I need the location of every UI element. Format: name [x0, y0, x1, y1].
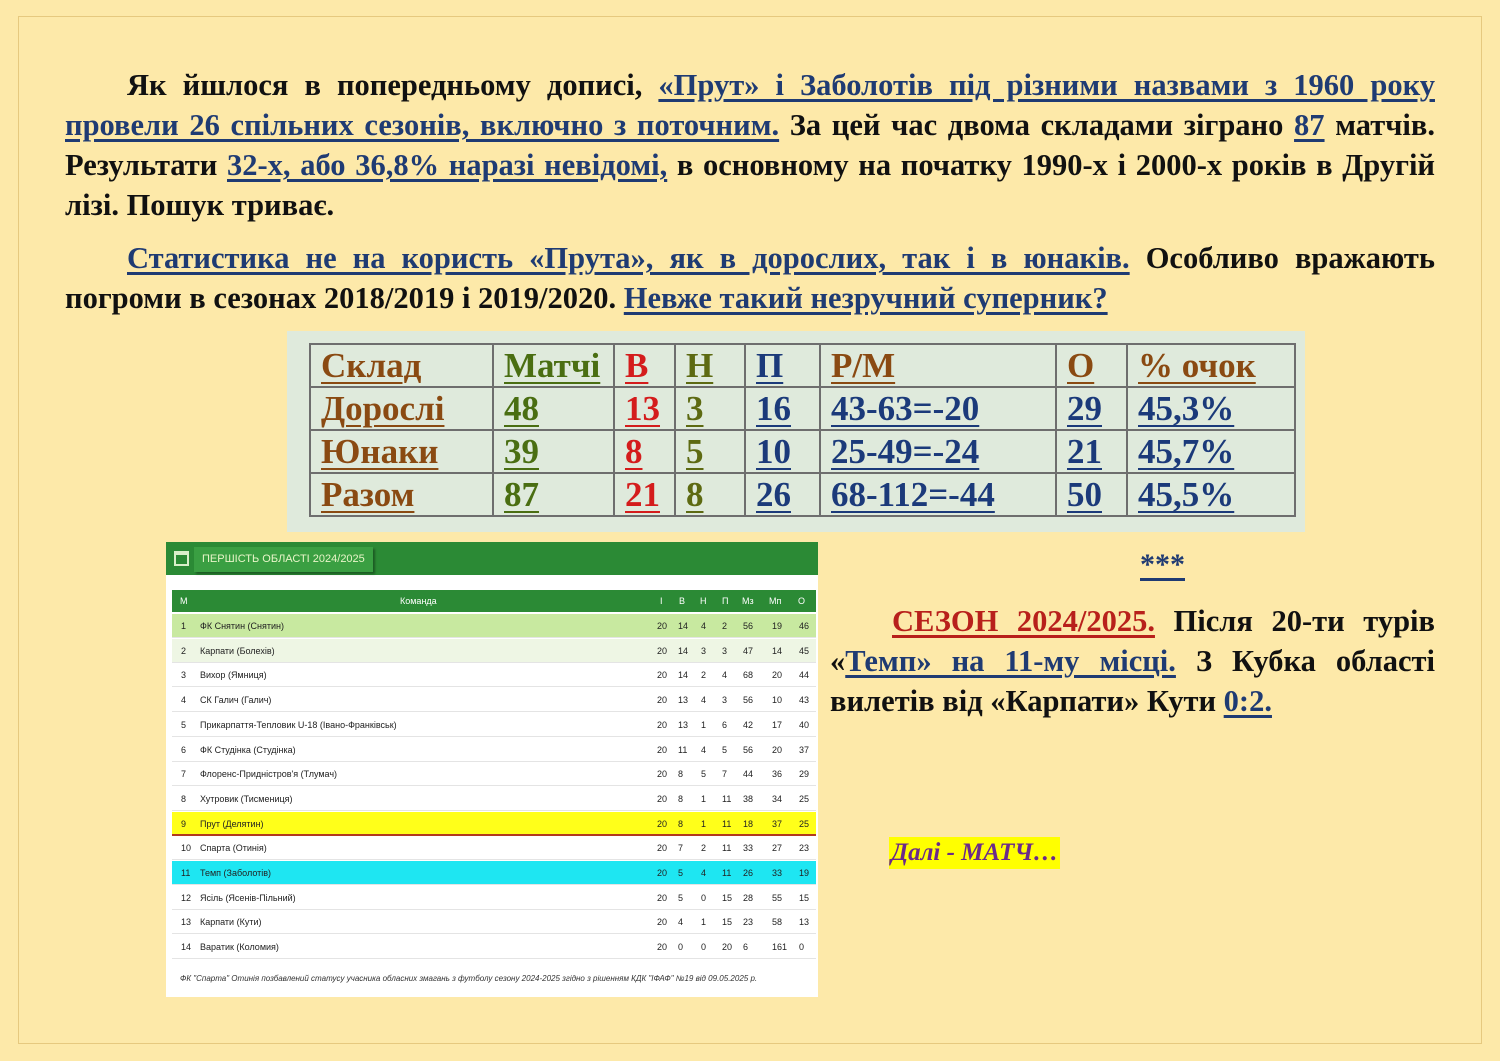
col-wins: В	[679, 596, 686, 606]
row-goals-against: 20	[772, 670, 783, 681]
row-position: 2	[181, 645, 187, 656]
row-played: 20	[657, 719, 668, 730]
stats-cell: 68-112=-44	[831, 475, 995, 514]
row-draws: 4	[701, 868, 707, 878]
stats-cell: 3	[686, 389, 704, 428]
row-points: 19	[799, 868, 810, 878]
row-team: Темп (Заболотів)	[200, 868, 272, 878]
row-goals-for: 56	[743, 695, 754, 706]
row-team: Прут (Делятин)	[200, 818, 264, 829]
row-played: 20	[657, 942, 668, 953]
row-goals-for: 47	[743, 645, 754, 656]
stats-cell: Дорослі	[321, 389, 445, 428]
league-table-row[interactable]	[172, 713, 816, 737]
stats-header-cell: Р/М	[831, 346, 896, 385]
row-team: ФК Студінка (Студінка)	[200, 744, 296, 755]
league-header-bar	[166, 542, 818, 575]
season-text-1: Після 20-ти турів «	[830, 604, 1435, 678]
row-losses: 15	[722, 917, 733, 928]
stats-cell: 39	[504, 432, 539, 471]
row-wins: 14	[678, 645, 689, 656]
row-position: 9	[181, 818, 187, 829]
row-position: 4	[181, 695, 187, 706]
row-losses: 7	[722, 769, 728, 780]
stats-cell: 21	[625, 475, 660, 514]
row-points: 43	[799, 695, 810, 706]
league-table-row[interactable]	[172, 688, 816, 712]
league-table-row[interactable]	[172, 886, 816, 910]
stats-cell: 87	[504, 475, 539, 514]
league-table-screenshot	[166, 542, 818, 997]
row-goals-for: 68	[743, 670, 754, 681]
row-points: 46	[799, 621, 810, 631]
stats-cell: Разом	[321, 475, 415, 514]
row-draws: 2	[701, 670, 707, 681]
col-goals-against: Мп	[769, 596, 782, 606]
row-goals-for: 56	[743, 621, 754, 631]
row-goals-against: 20	[772, 744, 783, 755]
row-goals-against: 14	[772, 645, 783, 656]
league-table-row[interactable]	[172, 639, 816, 663]
row-position: 7	[181, 769, 187, 780]
row-goals-against: 27	[772, 843, 783, 854]
stats-header-row	[310, 344, 1295, 387]
row-team: Карпати (Болехів)	[200, 645, 275, 656]
matches-count-link[interactable]: 87	[1294, 108, 1325, 142]
row-position: 11	[181, 868, 191, 878]
stats-cell: 45,5%	[1138, 475, 1235, 514]
row-points: 40	[799, 719, 810, 730]
row-losses: 15	[722, 892, 733, 903]
row-goals-for: 44	[743, 769, 754, 780]
season-link[interactable]: СЕЗОН 2024/2025.	[892, 604, 1155, 638]
stats-cell: 29	[1067, 389, 1102, 428]
row-position: 14	[181, 942, 192, 953]
row-draws: 1	[701, 793, 707, 804]
opponent-link[interactable]: Невже такий незручний суперник?	[623, 281, 1108, 315]
stats-cell: 16	[756, 389, 791, 428]
row-draws: 1	[701, 719, 707, 730]
row-team: Флоренс-Придністров'я (Тлумач)	[200, 769, 338, 780]
row-goals-against: 33	[772, 868, 783, 878]
row-played: 20	[657, 793, 668, 804]
stats-cell: 21	[1067, 432, 1102, 471]
stats-table-image	[287, 331, 1305, 532]
row-goals-against: 55	[772, 892, 783, 903]
row-position: 10	[181, 843, 192, 854]
stats-header-cell: Н	[686, 346, 714, 385]
col-losses: П	[722, 596, 729, 606]
row-points: 37	[799, 744, 810, 755]
stats-header-cell: В	[625, 346, 649, 385]
row-played: 20	[657, 843, 668, 854]
league-table-row[interactable]	[172, 861, 816, 885]
intro-text-1: Як йшлося в попередньому дописі,	[127, 68, 659, 102]
row-goals-for: 33	[743, 843, 754, 854]
row-team: Прикарпаття-Тепловик U-18 (Івано-Франківськ)	[200, 719, 397, 730]
col-played: І	[660, 596, 663, 606]
row-draws: 5	[701, 769, 707, 780]
row-goals-against: 17	[772, 719, 783, 730]
row-goals-for: 42	[743, 719, 754, 730]
row-team: Хутровик (Тисмениця)	[200, 793, 293, 804]
season-paragraph	[830, 601, 1435, 721]
row-draws: 4	[701, 621, 707, 631]
stats-cell: 50	[1067, 475, 1102, 514]
row-wins: 13	[678, 695, 689, 706]
row-draws: 4	[701, 744, 707, 755]
season-text-2: З Кубка області вилетів від «Карпати» Кути	[830, 644, 1435, 718]
row-points: 15	[799, 892, 810, 903]
row-played: 20	[657, 645, 668, 656]
row-draws: 2	[701, 843, 707, 854]
row-position: 13	[181, 917, 192, 928]
stats-row-youth	[310, 430, 1295, 473]
row-played: 20	[657, 695, 668, 706]
row-goals-against: 37	[772, 818, 783, 829]
row-played: 20	[657, 868, 668, 878]
col-points: О	[798, 596, 806, 606]
row-goals-against: 36	[772, 769, 783, 780]
stats-header-cell: П	[756, 346, 784, 385]
row-losses: 11	[722, 818, 732, 829]
col-draws: Н	[700, 596, 707, 606]
stats-header-cell: Матчі	[504, 346, 601, 385]
stats-cell: 25-49=-24	[831, 432, 980, 471]
row-goals-for: 38	[743, 793, 754, 804]
stats-cell: 13	[625, 389, 660, 428]
row-wins: 11	[678, 744, 688, 755]
league-table-row[interactable]	[172, 787, 816, 811]
row-points: 25	[799, 793, 810, 804]
row-goals-for: 56	[743, 744, 754, 755]
row-goals-for: 18	[743, 818, 754, 829]
row-wins: 14	[678, 621, 689, 631]
league-table-row[interactable]	[172, 935, 816, 959]
row-wins: 4	[678, 917, 684, 928]
row-points: 25	[799, 818, 810, 829]
row-draws: 0	[701, 942, 707, 953]
temp-position-link[interactable]: Темп» на 11-му місці.	[845, 644, 1176, 678]
row-draws: 3	[701, 645, 707, 656]
league-footnote: ФК "Спарта" Отинія позбавлений статусу учасника обласних змагань з футболу сезону 2024-2025 згідно з рішенням КДК "ІФАФ" №19 від 09.05.2025 р.	[180, 974, 758, 983]
row-points: 29	[799, 769, 810, 780]
calendar-icon	[174, 551, 189, 566]
row-wins: 5	[678, 868, 684, 878]
stats-cell: 26	[756, 475, 791, 514]
row-played: 20	[657, 670, 668, 681]
stats-paragraph	[65, 238, 1435, 318]
row-goals-against: 58	[772, 917, 783, 928]
row-team: Спарта (Отинія)	[200, 843, 267, 854]
row-losses: 3	[722, 645, 728, 656]
stats-header-cell: О	[1067, 346, 1095, 385]
row-goals-for: 26	[743, 868, 754, 878]
row-played: 20	[657, 917, 668, 928]
row-played: 20	[657, 818, 668, 829]
stats-cell: 48	[504, 389, 539, 428]
stats-header-cell: % очок	[1138, 346, 1256, 385]
unknown-results-link[interactable]: 32-х, або 36,8% наразі невідомі,	[227, 148, 668, 182]
seasons-link[interactable]: «Прут» і Заболотів під різними назвами з 1960 року провели 26 спільних сезонів, включно з поточним.	[65, 68, 1435, 142]
stats-cell: 45,7%	[1138, 432, 1235, 471]
row-points: 13	[799, 917, 810, 928]
row-draws: 1	[701, 917, 707, 928]
row-goals-against: 19	[772, 621, 783, 631]
league-table-row[interactable]	[172, 812, 816, 836]
row-wins: 5	[678, 892, 684, 903]
stats-text-1: Особливо вражають погроми в сезонах 2018/2019 і 2019/2020.	[65, 241, 1436, 315]
row-losses: 11	[722, 843, 732, 854]
row-goals-for: 6	[743, 942, 749, 953]
cup-score-link[interactable]: 0:2.	[1223, 684, 1272, 718]
row-losses: 3	[722, 695, 728, 706]
row-losses: 2	[722, 621, 728, 631]
stats-cell: 5	[686, 432, 704, 471]
row-team: Варатик (Коломия)	[200, 942, 279, 953]
row-wins: 13	[678, 719, 689, 730]
row-wins: 14	[678, 670, 689, 681]
stats-row-total	[310, 473, 1295, 516]
row-team: СК Галич (Галич)	[200, 695, 272, 706]
row-losses: 4	[722, 670, 728, 681]
row-points: 0	[799, 942, 805, 953]
stats-cell: Юнаки	[321, 432, 439, 471]
row-team: ФК Снятин (Снятин)	[200, 621, 285, 631]
section-divider: ***	[1140, 548, 1185, 581]
row-played: 20	[657, 769, 668, 780]
row-wins: 7	[678, 843, 684, 854]
row-played: 20	[657, 621, 668, 631]
row-losses: 20	[722, 942, 733, 953]
row-position: 12	[181, 892, 192, 903]
row-team: Карпати (Кути)	[200, 917, 262, 928]
row-losses: 5	[722, 744, 728, 755]
col-position: М	[180, 596, 188, 606]
league-table-row[interactable]	[172, 738, 816, 762]
next-match-label: Далі - МАТЧ…	[889, 837, 1060, 869]
row-played: 20	[657, 744, 668, 755]
league-table-row[interactable]	[172, 762, 816, 786]
row-goals-for: 28	[743, 892, 754, 903]
league-table-header	[172, 590, 816, 612]
row-position: 5	[181, 719, 187, 730]
row-draws: 0	[701, 892, 707, 903]
intro-text-2: За цей час двома складами зіграно	[779, 108, 1295, 142]
stats-table	[309, 343, 1296, 517]
row-position: 1	[181, 621, 187, 631]
stats-cell: 8	[625, 432, 643, 471]
row-goals-against: 10	[772, 695, 783, 706]
row-losses: 6	[722, 719, 728, 730]
row-points: 23	[799, 843, 810, 854]
row-wins: 8	[678, 793, 684, 804]
row-losses: 11	[722, 868, 732, 878]
row-position: 8	[181, 793, 187, 804]
stats-cell: 43-63=-20	[831, 389, 980, 428]
stats-cell: 10	[756, 432, 791, 471]
league-table-row[interactable]	[172, 663, 816, 687]
row-losses: 11	[722, 793, 732, 804]
intro-text-4: в основному на початку 1990-х і 2000-х років в Другій лізі. Пошук триває.	[65, 148, 1435, 222]
stats-row-adults	[310, 387, 1295, 430]
row-wins: 8	[678, 769, 684, 780]
col-goals-for: Мз	[742, 596, 754, 606]
stats-cell: 45,3%	[1138, 389, 1235, 428]
league-title-tab[interactable]: ПЕРШІСТЬ ОБЛАСТІ 2024/2025	[194, 547, 373, 572]
league-table-row[interactable]	[172, 836, 816, 860]
row-points: 45	[799, 645, 810, 656]
row-points: 44	[799, 670, 810, 681]
intro-text-3: матчів. Результати	[65, 108, 1435, 182]
row-played: 20	[657, 892, 668, 903]
row-position: 6	[181, 744, 187, 755]
row-draws: 4	[701, 695, 707, 706]
stats-header-cell: Склад	[321, 346, 422, 385]
row-team: Вихор (Ямниця)	[200, 670, 267, 681]
stats-cell: 8	[686, 475, 704, 514]
row-goals-against: 161	[772, 942, 788, 953]
row-position: 3	[181, 670, 187, 681]
row-goals-against: 34	[772, 793, 783, 804]
league-table-row[interactable]	[172, 614, 816, 638]
row-wins: 8	[678, 818, 684, 829]
row-goals-for: 23	[743, 917, 754, 928]
row-team: Ясіль (Ясенів-Пільний)	[200, 892, 296, 903]
col-team: Команда	[400, 596, 437, 606]
row-draws: 1	[701, 818, 707, 829]
league-table-row[interactable]	[172, 910, 816, 934]
stats-link[interactable]: Статистика не на користь «Прута», як в дорослих, так і в юнаків.	[127, 241, 1130, 275]
intro-paragraph	[65, 65, 1435, 225]
row-wins: 0	[678, 942, 684, 953]
